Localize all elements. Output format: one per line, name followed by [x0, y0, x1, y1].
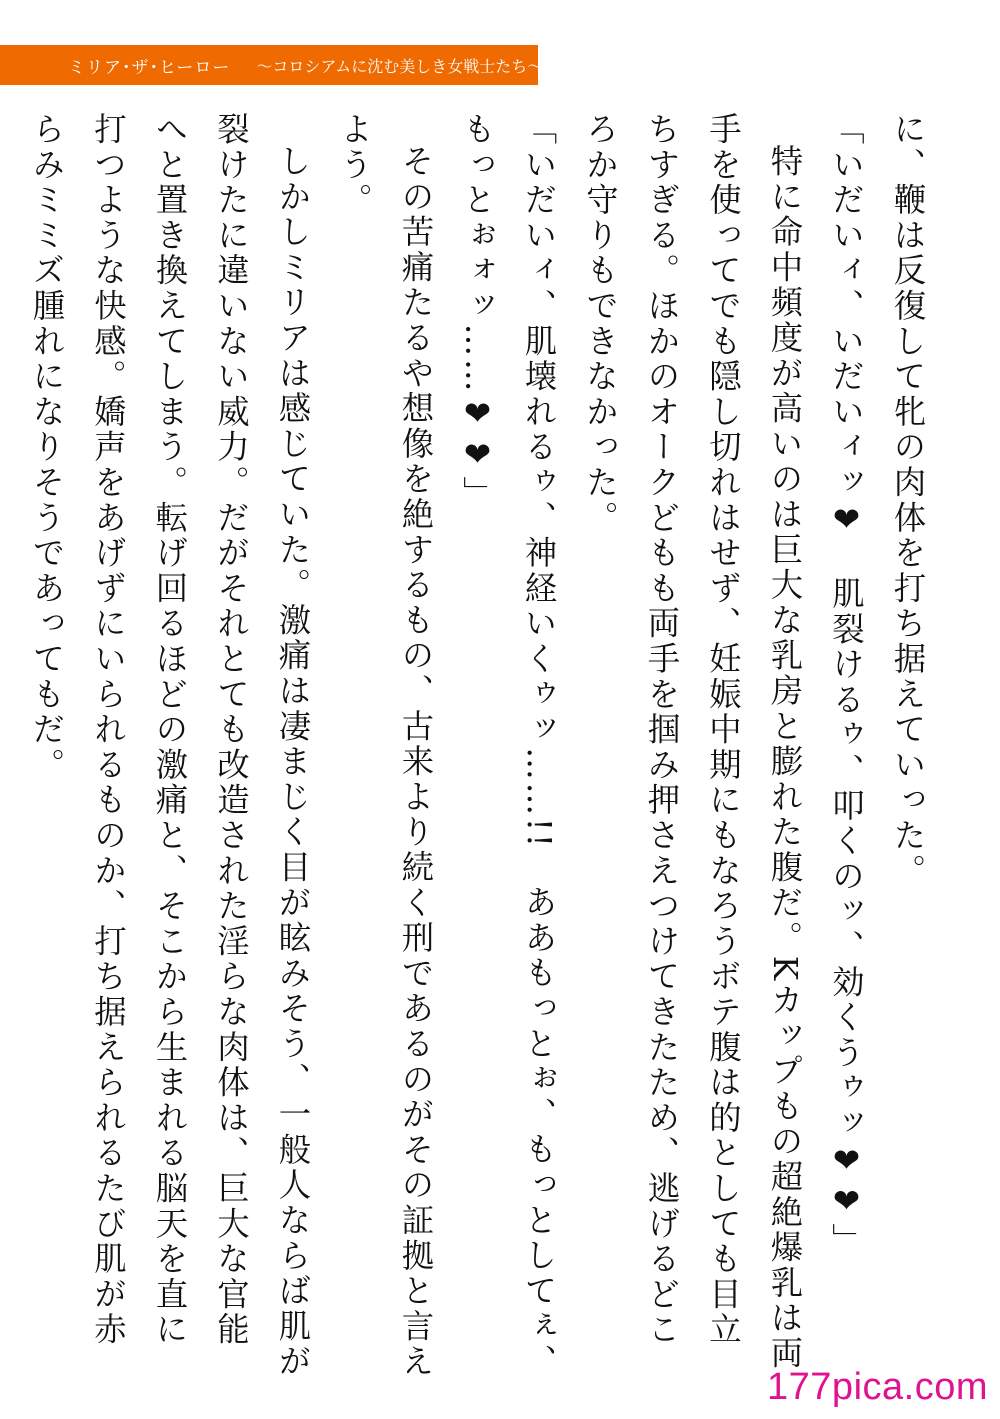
paragraph: しかしミリアは感じていた。激痛は凄まじく目が眩みそう、一般人ならば肌が裂けたに違いない威力。だがそれとても改造された淫らな肉体は、巨大な官能へと置き換えてしまう。転げ回るほどの激痛と、そこから生まれる脳天を直に打つような快感。嬌声をあげずにいられるものか、打ち据えられるたび肌が赤らみミミズ腫れになりそうであってもだ。 — [28, 112, 312, 1380]
running-header — [0, 45, 544, 85]
paragraph: に、鞭は反復して牝の肉体を打ち据えていった。 — [889, 112, 927, 889]
book-subtitle: ～コロシアムに沈む美しき女戦士たち～ — [256, 56, 544, 76]
book-title: ミリア･ザ･ヒーロー — [68, 57, 231, 78]
site-watermark: 177pica.com — [767, 1366, 988, 1408]
dialogue-paragraph: 「いだいィ、肌壊れるゥ、神経いくゥッ……!! ああもっとぉ、もっとしてぇ、もっとぉォッ……❤❤」 — [458, 112, 558, 1380]
dialogue-paragraph: 「いだいィ、いだいィッ❤ 肌裂けるゥ、叩くのッ、効くうゥッ❤❤」 — [827, 112, 866, 1259]
paragraph: その苦痛たるや想像を絶するもの、古来より続く刑であるのがその証拠と言えよう。 — [335, 112, 435, 1380]
vertical-body-text — [28, 112, 938, 1382]
paragraph: 特に命中頻度が高いのは巨大な乳房と膨れた腹だ。Kカップもの超絶爆乳は両手を使ってでも隠し切れはせず、妊娠中期にもなろうボテ腹は的としても目立ちすぎる。ほかのオークどもも両手を掴み押さえつけてきたため、逃げるどころか守りもできなかった。 — [581, 112, 804, 1372]
